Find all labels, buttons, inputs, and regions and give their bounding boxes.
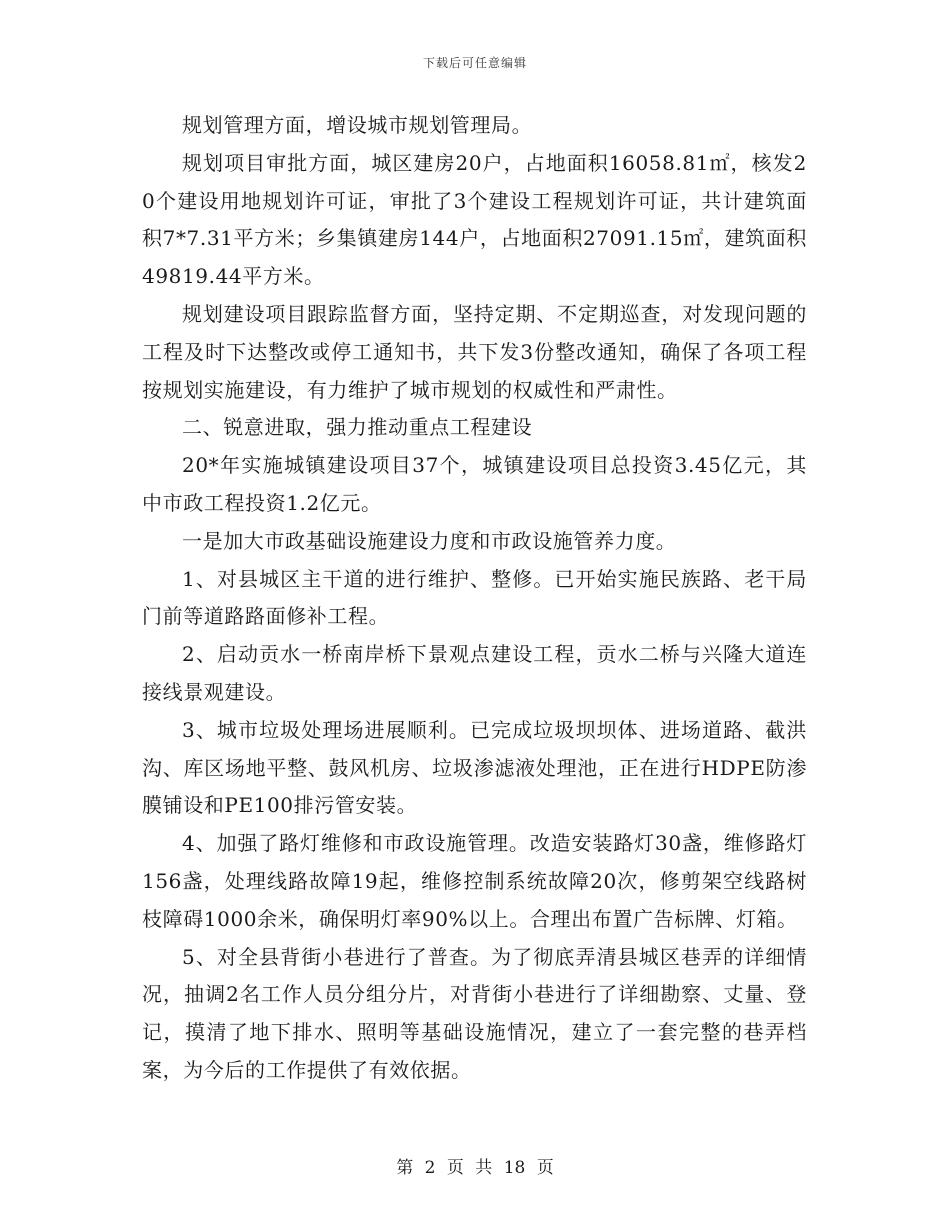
paragraph-infrastructure-intro: 一是加大市政基础设施建设力度和市政设施管养力度。 (182, 528, 677, 553)
list-item-landfill: 3、城市垃圾处理场进展顺利。已完成垃圾坝坝体、进场道路、截洪沟、库区场地平整、鼓风机房、垃圾渗滤液处理池，正在进行HDPE防渗膜铺设和PE100排污管安装。 (142, 717, 807, 818)
page-header: 下载后可任意编辑 (422, 56, 527, 70)
paragraph-supervision: 规划建设项目跟踪监督方面，坚持定期、不定期巡查，对发现问题的工程及时下达整改或停工通知书，共下发3份整改通知，确保了各项工程按规划实施建设，有力维护了城市规划的权威性和严肃性。 (142, 301, 807, 402)
list-item-alley-survey: 5、对全县背街小巷进行了普查。为了彻底弄清县城区巷弄的详细情况，抽调2名工作人员分组分片，对背街小巷进行了详细勘察、丈量、登记，摸清了地下排水、照明等基础设施情况，建立了一套完整的巷弄档案，为今后的工作提供了有效依据。 (142, 944, 807, 1082)
document-body (142, 107, 807, 1090)
list-item-streetlights: 4、加强了路灯维修和市政设施管理。改造安装路灯30盏，维修路灯156盏，处理线路故障19起，维修控制系统故障20次，修剪架空线路树枝障碍1000余米，确保明灯率90%以上。合理出布置广告标牌、灯箱。 (142, 831, 807, 931)
section-heading-key-projects: 二、锐意进取，强力推动重点工程建设 (182, 415, 533, 440)
page-number-footer: 第 2 页 共 18 页 (396, 1158, 554, 1178)
paragraph-planning-management: 规划管理方面，增设城市规划管理局。 (182, 113, 533, 137)
paragraph-project-approval: 规划项目审批方面，城区建房20户，占地面积16058.81㎡，核发20个建设用地规划许可证，审批了3个建设工程规划许可证，共计建筑面积7*7.31平方米；乡集镇建房144户，占地面积27091.15㎡，建筑面积49819.44平方米。 (142, 150, 807, 289)
list-item-road-maintenance: 1、对县城区主干道的进行维护、整修。已开始实施民族路、老干局门前等道路路面修补工程。 (142, 566, 807, 629)
list-item-bridge-landscape: 2、启动贡水一桥南岸桥下景观点建设工程，贡水二桥与兴隆大道连接线景观建设。 (142, 642, 807, 704)
paragraph-investment: 20*年实施城镇建设项目37个，城镇建设项目总投资3.45亿元，其中市政工程投资1.2亿元。 (142, 453, 807, 515)
